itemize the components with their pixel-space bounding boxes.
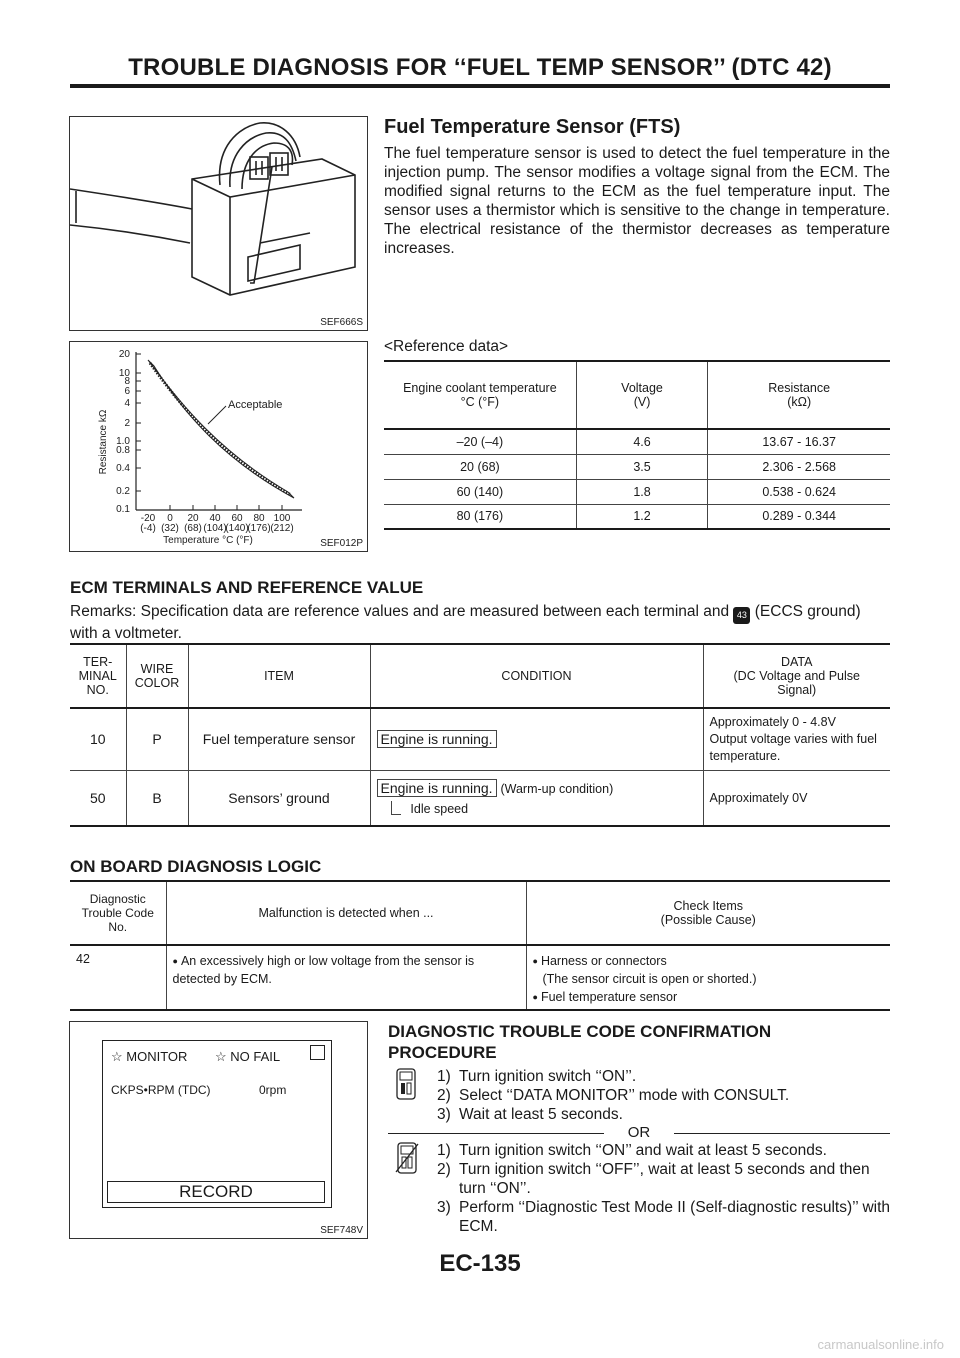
condition-bracket-icon: [391, 801, 401, 815]
acceptable-label: Acceptable: [228, 399, 283, 411]
ref-cell: 1.2: [576, 504, 708, 529]
page-header: TROUBLE DIAGNOSIS FOR ‘‘FUEL TEMP SENSOR’’ (DTC 42): [128, 54, 832, 81]
consult-screen: [102, 1040, 332, 1208]
dtc-title-line: DIAGNOSTIC TROUBLE CODE CONFIRMATION: [388, 1022, 772, 1041]
list-item: [437, 1141, 890, 1160]
or-label: OR: [627, 1124, 651, 1141]
table-row: [384, 429, 890, 454]
step-text: Turn ignition switch ‘‘ON’’ and wait at least 5 seconds.: [459, 1142, 827, 1159]
step-number: 1): [437, 1068, 451, 1085]
ecm-header-data: DATA (DC Voltage and Pulse Signal): [703, 644, 890, 708]
check-item: Harness or connectors: [540, 954, 667, 968]
ecm-cell-terminal: 50: [89, 789, 106, 806]
header-rule: [70, 84, 890, 88]
ground-terminal-badge: 43: [733, 607, 750, 624]
monitor-item: CKPS•RPM (TDC): [111, 1083, 211, 1097]
monitor-label: MONITOR: [126, 1049, 188, 1064]
obd-table: [70, 880, 890, 1011]
condition-extra: (Warm-up condition): [500, 782, 614, 797]
step-text: Wait at least 5 seconds.: [459, 1106, 623, 1123]
page-number: EC-135: [439, 1250, 521, 1277]
dtc-title-line: PROCEDURE: [388, 1043, 497, 1062]
ref-header-voltage: Voltage (V): [576, 361, 708, 429]
list-item: [437, 1105, 890, 1124]
consult-screen-figure: [69, 1021, 368, 1239]
list-item: [437, 1067, 890, 1086]
ecm-header-terminal: TER- MINAL NO.: [78, 655, 117, 697]
step-text: Perform ‘‘Diagnostic Test Mode II (Self-diagnostic results)’’ with ECM.: [459, 1199, 891, 1235]
x-tick: (176): [247, 523, 271, 534]
obd-header-code: Diagnostic Trouble Code No.: [81, 892, 154, 934]
bullet-icon: [173, 954, 181, 968]
ecm-cell-color: P: [126, 708, 188, 770]
y-tick: 0.8: [116, 445, 130, 456]
ecm-cell-terminal: 10: [89, 731, 106, 748]
dtc-title: [388, 1021, 771, 1063]
bullet-icon: [533, 990, 541, 1004]
y-tick: 20: [118, 349, 130, 360]
list-item: [437, 1160, 890, 1198]
step-number: 3): [437, 1106, 451, 1123]
resistance-graph: [70, 342, 367, 551]
check-item: Fuel temperature sensor: [540, 990, 678, 1004]
step-number: 2): [437, 1087, 451, 1104]
obd-cell-code: 42: [76, 952, 90, 966]
fts-description: The fuel temperature sensor is used to detect the fuel temperature in the injection pump. The sensor modifies a voltage signal from the ECM. The modified signal returns to the ECM as the fuel temperature input. The sensor uses a thermistor which is sensitive to the change in temperature. The electrical resistance of the thermistor decreases as temperature increases.: [384, 145, 890, 257]
ref-cell: 1.8: [576, 479, 708, 504]
x-tick: -20: [140, 513, 156, 524]
ecm-cell-color: B: [126, 770, 188, 826]
ref-cell: 3.5: [576, 454, 708, 479]
consult-tester-icon: [395, 1068, 417, 1100]
x-tick: 20: [187, 513, 199, 524]
x-tick: 80: [253, 513, 265, 524]
y-tick: 8: [124, 376, 130, 387]
y-tick: 0.2: [116, 486, 130, 497]
ecm-steps: [437, 1141, 890, 1236]
figure-code: SEF748V: [320, 1225, 363, 1236]
x-axis-label: Temperature °C (°F): [163, 535, 253, 546]
step-text: Turn ignition switch ‘‘ON’’.: [459, 1068, 637, 1085]
ecm-cell-item: Fuel temperature sensor: [188, 708, 370, 770]
x-tick: 100: [273, 513, 291, 524]
x-tick: (68): [184, 523, 202, 534]
obd-cell-check: [526, 945, 890, 1010]
y-tick: 1.0: [116, 436, 130, 447]
ref-header-resistance: Resistance (kΩ): [708, 361, 890, 429]
y-tick: 10: [118, 368, 130, 379]
table-row: [384, 479, 890, 504]
ecm-header-condition: CONDITION: [370, 644, 703, 708]
star-icon: ☆: [215, 1049, 227, 1064]
reference-data-label: <Reference data>: [384, 338, 509, 355]
step-text: Turn ignition switch ‘‘OFF’’, wait at least 5 seconds and then turn ‘‘ON’’.: [459, 1161, 870, 1197]
check-item-sub: (The sensor circuit is open or shorted.): [542, 972, 757, 986]
list-item: [437, 1086, 890, 1105]
y-tick: 0.4: [116, 463, 130, 474]
no-tester-icon: [395, 1142, 419, 1174]
remarks-text-end: (ECCS ground) with a voltmeter.: [70, 603, 861, 642]
condition-sub: Idle speed: [410, 802, 469, 817]
ecm-remarks: [70, 602, 890, 643]
reference-table: [384, 360, 890, 530]
figure-code: SEF666S: [320, 317, 363, 328]
ref-cell: 4.6: [576, 429, 708, 454]
consult-steps: [437, 1067, 890, 1124]
step-number: 3): [437, 1199, 451, 1216]
ref-cell: 13.67 - 16.37: [708, 429, 890, 454]
monitor-value: 0rpm: [259, 1083, 287, 1097]
acceptable-band: [148, 360, 294, 498]
condition-box: Engine is running.: [377, 730, 497, 748]
ecm-cell-data: Approximately 0 - 4.8V Output voltage varies with fuel temperature.: [703, 708, 890, 770]
or-divider: [388, 1124, 890, 1142]
x-tick: (-4): [140, 523, 156, 534]
ref-cell: 0.289 - 0.344: [708, 504, 890, 529]
ecm-header-item: ITEM: [188, 644, 370, 708]
y-tick: 0.1: [116, 504, 130, 515]
step-number: 1): [437, 1142, 451, 1159]
checkbox-icon: [310, 1045, 325, 1060]
step-number: 2): [437, 1161, 451, 1178]
ecm-cell-item: Sensors’ ground: [188, 770, 370, 826]
star-icon: ☆: [111, 1049, 123, 1064]
ref-cell: 80 (176): [456, 509, 504, 524]
x-tick: 40: [209, 513, 221, 524]
ref-cell: 2.306 - 2.568: [708, 454, 890, 479]
ecm-cell-data: Approximately 0V: [703, 770, 890, 826]
x-tick: 0: [167, 513, 173, 524]
x-tick: (212): [270, 523, 294, 534]
y-axis-label: Resistance kΩ: [98, 409, 109, 475]
table-row: [70, 708, 890, 770]
nofail-label: NO FAIL: [230, 1049, 281, 1064]
remarks-text: Remarks: Specification data are reference values and are measured between each terminal and: [70, 603, 730, 620]
y-tick: 2: [124, 418, 130, 429]
ref-cell: 20 (68): [460, 459, 500, 474]
resistance-graph-figure: [69, 341, 368, 552]
table-row: [70, 945, 890, 1010]
obd-cell-malfunction: [166, 945, 526, 1010]
ecm-terminals-table: [70, 643, 890, 827]
condition-box: Engine is running.: [377, 779, 497, 797]
ref-cell: 60 (140): [456, 484, 504, 499]
ref-cell: 0.538 - 0.624: [708, 479, 890, 504]
x-tick: 60: [231, 513, 243, 524]
x-tick: (32): [161, 523, 179, 534]
table-row: [384, 454, 890, 479]
malfunction-text: An excessively high or low voltage from the sensor is detected by ECM.: [172, 954, 475, 986]
obd-title: ON BOARD DIAGNOSIS LOGIC: [70, 857, 322, 876]
ecm-cell-condition: [370, 708, 703, 770]
ecm-title: ECM TERMINALS AND REFERENCE VALUE: [70, 578, 424, 597]
x-tick: (140): [225, 523, 249, 534]
list-item: [437, 1198, 890, 1236]
fuel-temp-sensor-illustration: [70, 117, 367, 317]
ref-cell: –20 (–4): [456, 434, 504, 449]
record-button[interactable]: RECORD: [107, 1181, 325, 1203]
y-tick: 4: [124, 398, 130, 409]
ecm-header-color: WIRE COLOR: [126, 644, 188, 708]
fts-title: Fuel Temperature Sensor (FTS): [384, 116, 681, 138]
obd-header-malfunction: Malfunction is detected when ...: [166, 881, 526, 945]
watermark: carmanualsonline.info: [817, 1337, 944, 1352]
step-text: Select ‘‘DATA MONITOR’’ mode with CONSULT.: [459, 1087, 790, 1104]
y-tick: 6: [124, 386, 130, 397]
sensor-figure: [69, 116, 368, 331]
figure-code: SEF012P: [320, 538, 363, 549]
obd-header-check: Check Items (Possible Cause): [526, 881, 890, 945]
bullet-icon: [533, 954, 541, 968]
ecm-cell-condition: [370, 770, 703, 826]
ref-header-temp: Engine coolant temperature °C (°F): [403, 381, 557, 409]
x-tick: (104): [203, 523, 227, 534]
table-row: [70, 770, 890, 826]
table-row: [384, 504, 890, 529]
